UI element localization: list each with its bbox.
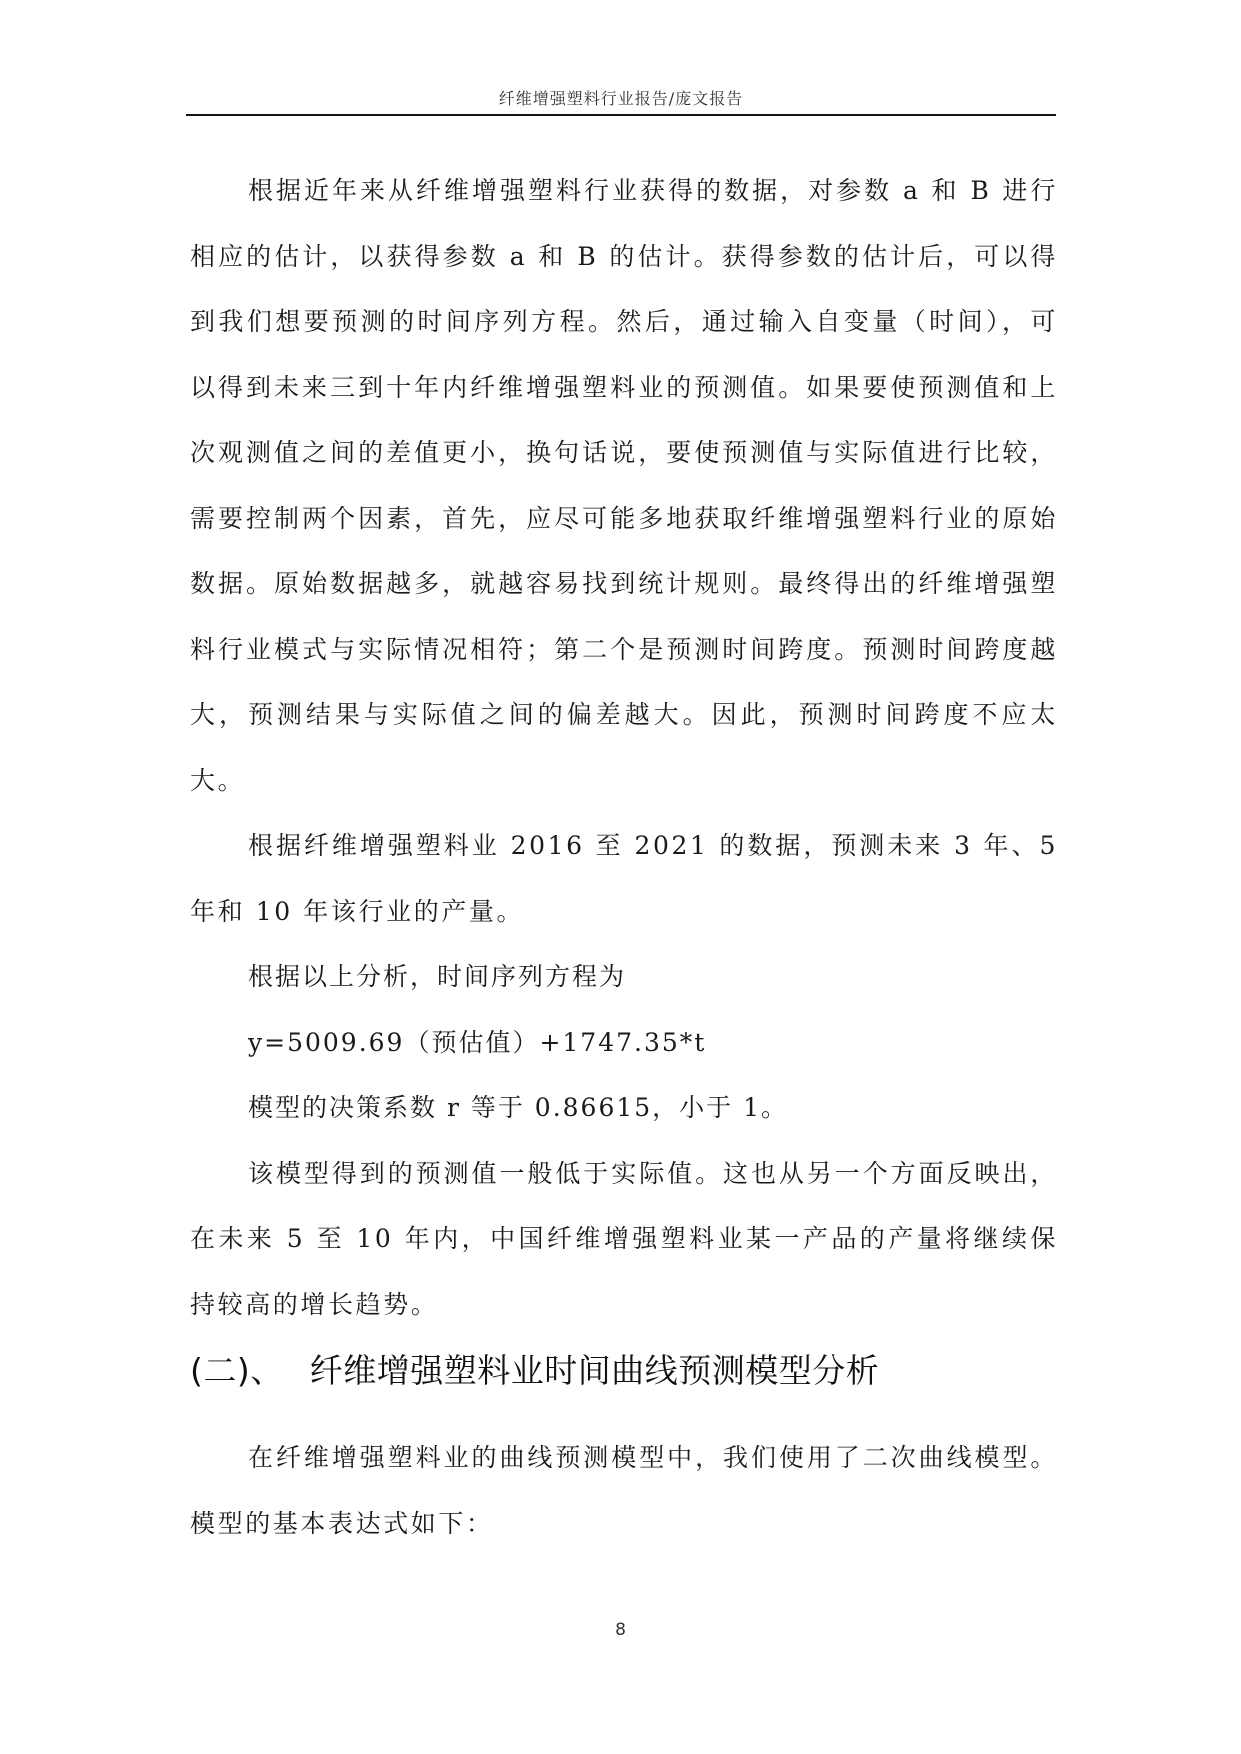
paragraph-conclusion: 该模型得到的预测值一般低于实际值。这也从另一个方面反映出，在未来 5 至 10 年内，中国纤维增强塑料业某一产品的产量将继续保持较高的增长趋势。 <box>190 1158 1058 1319</box>
header-divider <box>186 114 1056 116</box>
paragraph-equation-intro: 根据以上分析，时间序列方程为 <box>248 962 627 991</box>
section-number: (二)、 <box>190 1351 284 1390</box>
paragraph-curve-model: 在纤维增强塑料业的曲线预测模型中，我们使用了二次曲线模型。模型的基本表达式如下： <box>190 1443 1058 1538</box>
paragraph-coefficient: 模型的决策系数 r 等于 0.86615，小于 1。 <box>248 1093 789 1122</box>
page-number: 8 <box>615 1620 626 1640</box>
body-text <box>190 158 1058 1337</box>
paragraph-parameter-estimation: 根据近年来从纤维增强塑料行业获得的数据，对参数 a 和 B 进行相应的估计，以获得参数 a 和 B 的估计。获得参数的估计后，可以得到我们想要预测的时间序列方程。然后，通过输入自变量（时间），可以得到未来三到十年内纤维增强塑料业的预测值。如果要使预测值和上次观测值之间的差值更小，换句话说，要使预测值与实际值进行比较，需要控制两个因素，首先，应尽可能多地获取纤维增强塑料行业的原始数据。原始数据越多，就越容易找到统计规则。最终得出的纤维增强塑料行业模式与实际情况相符；第二个是预测时间跨度。预测时间跨度越大，预测结果与实际值之间的偏差越大。因此，预测时间跨度不应太大。 <box>190 176 1058 795</box>
section-title-text: 纤维增强塑料业时间曲线预测模型分析 <box>309 1351 880 1390</box>
section-body-text <box>190 1425 1058 1556</box>
equation-line: y=5009.69（预估值）+1747.35*t <box>248 1027 707 1057</box>
section-heading <box>190 1345 879 1392</box>
paragraph-forecast-scope: 根据纤维增强塑料业 2016 至 2021 的数据，预测未来 3 年、5 年和 10 年该行业的产量。 <box>190 831 1058 926</box>
running-header: 纤维增强塑料行业报告/庞文报告 <box>498 89 744 108</box>
